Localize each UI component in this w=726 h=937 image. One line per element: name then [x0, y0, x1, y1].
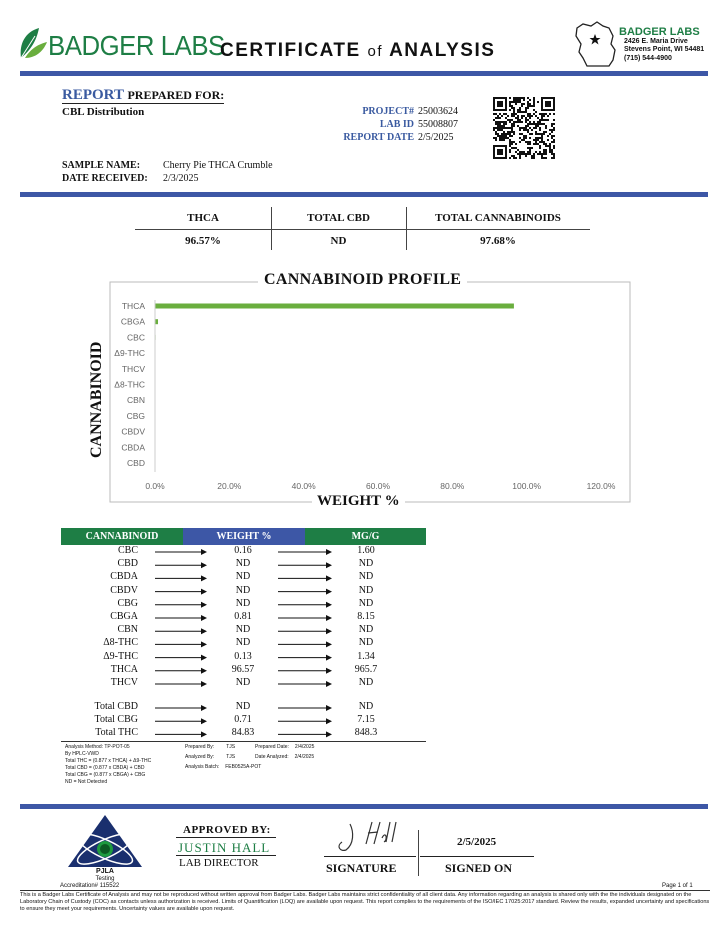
- table-cell-weight: ND: [235, 558, 251, 570]
- table-cell-cannabinoid: CBDV: [110, 584, 138, 596]
- analyzed-by: Analyzed By: TJS: [185, 754, 236, 760]
- chart-x-tick-label: 0.0%: [145, 481, 165, 491]
- page-number: Page 1 of 1: [662, 883, 693, 889]
- table-cell-weight: ND: [235, 677, 251, 688]
- table-cell-cannabinoid: THCV: [110, 677, 138, 688]
- table-arrow-head: [326, 628, 332, 634]
- table-arrow-head: [326, 681, 332, 687]
- table-cell-weight: ND: [235, 624, 251, 636]
- approved-by-label: APPROVED BY:: [183, 824, 271, 836]
- table-arrow-head: [201, 705, 207, 711]
- table-arrow-head: [201, 589, 207, 595]
- chart-category-label: CBG: [126, 410, 145, 421]
- table-arrow-head: [201, 615, 207, 621]
- pjla-label: PJLA: [96, 868, 114, 875]
- chart-category-label: CBC: [127, 332, 145, 343]
- table-cell-cannabinoid: Δ9-THC: [103, 650, 138, 662]
- chart-category-label: THCV: [121, 363, 145, 374]
- chart-category-label: Δ8-THC: [114, 379, 145, 390]
- pjla-accreditation-logo-icon: [64, 813, 146, 871]
- address-street: 2426 E. Maria Drive: [624, 38, 688, 45]
- disclaimer-rule: [20, 890, 710, 891]
- table-arrow-head: [326, 705, 332, 711]
- director-name: JUSTIN HALL: [178, 840, 271, 855]
- table-cell-mg-g: 965.7: [354, 663, 378, 675]
- chart-x-tick-label: 80.0%: [440, 481, 465, 491]
- table-cell-mg-g: 7.15: [357, 714, 375, 726]
- signature-line: [324, 856, 416, 857]
- chart-category-label: CBDV: [121, 426, 145, 437]
- summary-header-thca: THCA: [187, 212, 219, 224]
- client-name: CBL Distribution: [62, 106, 145, 118]
- table-arrow-head: [326, 641, 332, 647]
- director-underline: [176, 855, 276, 856]
- chart-category-label: Δ9-THC: [114, 348, 145, 359]
- pjla-sub-label: Testing: [95, 876, 115, 882]
- report-date-value: 2/5/2025: [418, 132, 454, 143]
- table-arrow-head: [201, 641, 207, 647]
- table-cell-weight: ND: [235, 571, 251, 583]
- prepared-date: Prepared Date: 2/4/2025: [255, 744, 315, 750]
- table-cell-mg-g: ND: [358, 597, 374, 609]
- chart-category-label: THCA: [121, 301, 145, 311]
- table-cell-mg-g: ND: [358, 584, 374, 596]
- chart-x-tick-label: 120.0%: [586, 481, 616, 491]
- table-header-weight: WEIGHT %: [183, 528, 305, 545]
- signed-on-label: SIGNED ON: [445, 861, 513, 875]
- sample-name-label: SAMPLE NAME:: [62, 160, 141, 171]
- lab-id-value: 55008807: [418, 119, 458, 130]
- chart-y-axis-label: CANNABINOID: [88, 341, 105, 458]
- signed-on-line: [420, 856, 534, 857]
- table-cell-cannabinoid: CBC: [117, 545, 138, 556]
- table-cell-weight: 0.71: [234, 714, 252, 726]
- footer-divider: [20, 804, 708, 809]
- table-arrow-head: [201, 562, 207, 568]
- summary-header-total-cannabinoids: TOTAL CANNABINOIDS: [435, 212, 561, 224]
- table-arrow-head: [201, 731, 207, 737]
- chart-title: CANNABINOID PROFILE: [258, 271, 467, 289]
- table-arrow-head: [201, 575, 207, 581]
- table-cell-cannabinoid: THCA: [110, 663, 138, 675]
- table-arrow-head: [201, 602, 207, 608]
- table-cell-mg-g: ND: [358, 637, 374, 649]
- table-cell-cannabinoid: Total CBG: [94, 714, 138, 726]
- chart-x-tick-label: 40.0%: [291, 481, 316, 491]
- table-arrow-head: [326, 718, 332, 724]
- summary-value-thca: 96.57%: [185, 235, 221, 247]
- summary-value-total-cannabinoids: 97.68%: [480, 235, 516, 247]
- table-cell-mg-g: 848.3: [354, 727, 378, 739]
- disclaimer-text: This is a Badger Labs Certificate of Analysis and may not be reproduced without written approval from Badger Labs. Badger Labs maintains strict confidentiality of all client data. Any information regarding an analysis is shared only with the the individuals designated on the Laboratory Chain of Custody (COC) as contacts unless authorization is received. Limits of Quantification (LOQ) are available upon request. This report complies to the requirements of the ISO/IEC 17025:2017 standard. Review the results, expanded uncertainty and specifications to ensure they meet your requirements. Uncertainty values are available upon request.: [20, 892, 710, 912]
- chart-category-label: CBN: [127, 395, 145, 406]
- table-cell-cannabinoid: CBD: [117, 558, 138, 570]
- chart-x-axis-label: WEIGHT %: [312, 493, 405, 510]
- table-cell-weight: 0.13: [234, 650, 252, 662]
- table-arrow-head: [326, 615, 332, 621]
- table-cell-cannabinoid: Δ8-THC: [103, 637, 138, 649]
- table-arrow-head: [326, 655, 332, 661]
- report-prepared-for-label: REPORT PREPARED FOR:: [62, 87, 225, 103]
- table-cell-mg-g: ND: [358, 624, 374, 636]
- date-received-value: 2/3/2025: [163, 173, 199, 184]
- table-arrow-head: [201, 668, 207, 674]
- table-header-cannabinoid: CANNABINOID: [61, 528, 183, 545]
- address-city: Stevens Point, WI 54481: [624, 46, 705, 53]
- table-arrow-head: [201, 718, 207, 724]
- summary-value-total-cbd: ND: [330, 235, 347, 247]
- table-header-mg-g: MG/G: [305, 528, 426, 545]
- project-label: PROJECT#: [362, 106, 414, 117]
- table-bottom-line: [61, 741, 426, 742]
- handwritten-signature-icon: [330, 818, 410, 854]
- table-cell-mg-g: ND: [358, 571, 374, 583]
- table-cell-weight: 96.57: [231, 663, 255, 675]
- chart-x-tick-label: 60.0%: [365, 481, 391, 491]
- table-cell-cannabinoid: Total THC: [95, 727, 138, 739]
- accreditation-number: Accreditation# 115522: [60, 883, 120, 889]
- report-date-label: REPORT DATE: [343, 132, 414, 143]
- table-arrow-head: [201, 628, 207, 634]
- sample-name-value: Cherry Pie THCA Crumble: [163, 160, 273, 171]
- table-arrow-head: [326, 602, 332, 608]
- analyzed-date: Date Analyzed: 2/4/2025: [255, 754, 315, 760]
- address-phone: (715) 544-4900: [624, 55, 672, 62]
- date-received-label: DATE RECEIVED:: [62, 173, 148, 184]
- table-cell-weight: 0.16: [234, 545, 252, 556]
- table-arrow-head: [326, 549, 332, 555]
- table-cell-weight: 0.81: [234, 611, 252, 622]
- table-cell-cannabinoid: CBN: [117, 624, 138, 636]
- table-cell-weight: ND: [235, 701, 251, 712]
- table-cell-weight: 84.83: [231, 727, 255, 739]
- table-cell-cannabinoid: CBG: [117, 597, 138, 609]
- table-cell-mg-g: 1.60: [357, 545, 375, 556]
- approved-underline: [176, 837, 276, 838]
- table-cell-mg-g: ND: [358, 701, 374, 712]
- table-cell-weight: ND: [235, 637, 251, 649]
- table-cell-cannabinoid: CBDA: [110, 571, 138, 583]
- table-cell-weight: ND: [235, 584, 251, 596]
- chart-x-tick-label: 20.0%: [217, 481, 242, 491]
- chart-category-label: CBD: [127, 458, 145, 468]
- table-arrow-head: [201, 681, 207, 687]
- table-arrow-head: [326, 575, 332, 581]
- summary-header-total-cbd: TOTAL CBD: [307, 212, 370, 224]
- chart-category-label: CBDA: [121, 442, 145, 453]
- analysis-batch: Analysis Batch: FEB0525A-POT: [185, 764, 262, 770]
- document-title: CERTIFICATE of ANALYSIS: [220, 40, 496, 61]
- director-title: LAB DIRECTOR: [179, 857, 259, 869]
- table-arrow-head: [326, 668, 332, 674]
- table-cell-mg-g: 1.34: [357, 650, 375, 662]
- table-cell-cannabinoid: Total CBD: [94, 701, 138, 712]
- prepared-by: Prepared By: TJS: [185, 744, 236, 750]
- table-cell-weight: ND: [235, 597, 251, 609]
- address-brand: BADGER LABS: [619, 26, 700, 38]
- signature-label: SIGNATURE: [326, 861, 397, 875]
- table-cell-mg-g: 8.15: [357, 611, 375, 622]
- table-cell-mg-g: ND: [358, 677, 374, 688]
- project-value: 25003624: [418, 106, 458, 117]
- signature-divider: [418, 830, 419, 876]
- table-cell-cannabinoid: CBGA: [110, 611, 138, 622]
- chart-x-tick-label: 100.0%: [512, 481, 542, 491]
- table-arrow-head: [201, 655, 207, 661]
- chart-category-label: CBGA: [120, 316, 145, 327]
- brand-logo-text: BADGER LABS: [48, 30, 225, 61]
- table-arrow-head: [326, 562, 332, 568]
- signed-date: 2/5/2025: [457, 836, 497, 848]
- lab-id-label: LAB ID: [379, 119, 414, 130]
- table-arrow-head: [326, 589, 332, 595]
- method-notes: Analysis Method: TP-POT-05 By HPLC-VWD Total THC = (0.877 x THCA) + Δ9-THC Total CBD = (0.877 x CBDA) + CBD Total CBG = (0.877 x CBGA) + CBG ND = Not Detected: [65, 744, 152, 785]
- table-cell-mg-g: ND: [358, 558, 374, 570]
- table-arrow-head: [201, 549, 207, 555]
- table-arrow-head: [326, 731, 332, 737]
